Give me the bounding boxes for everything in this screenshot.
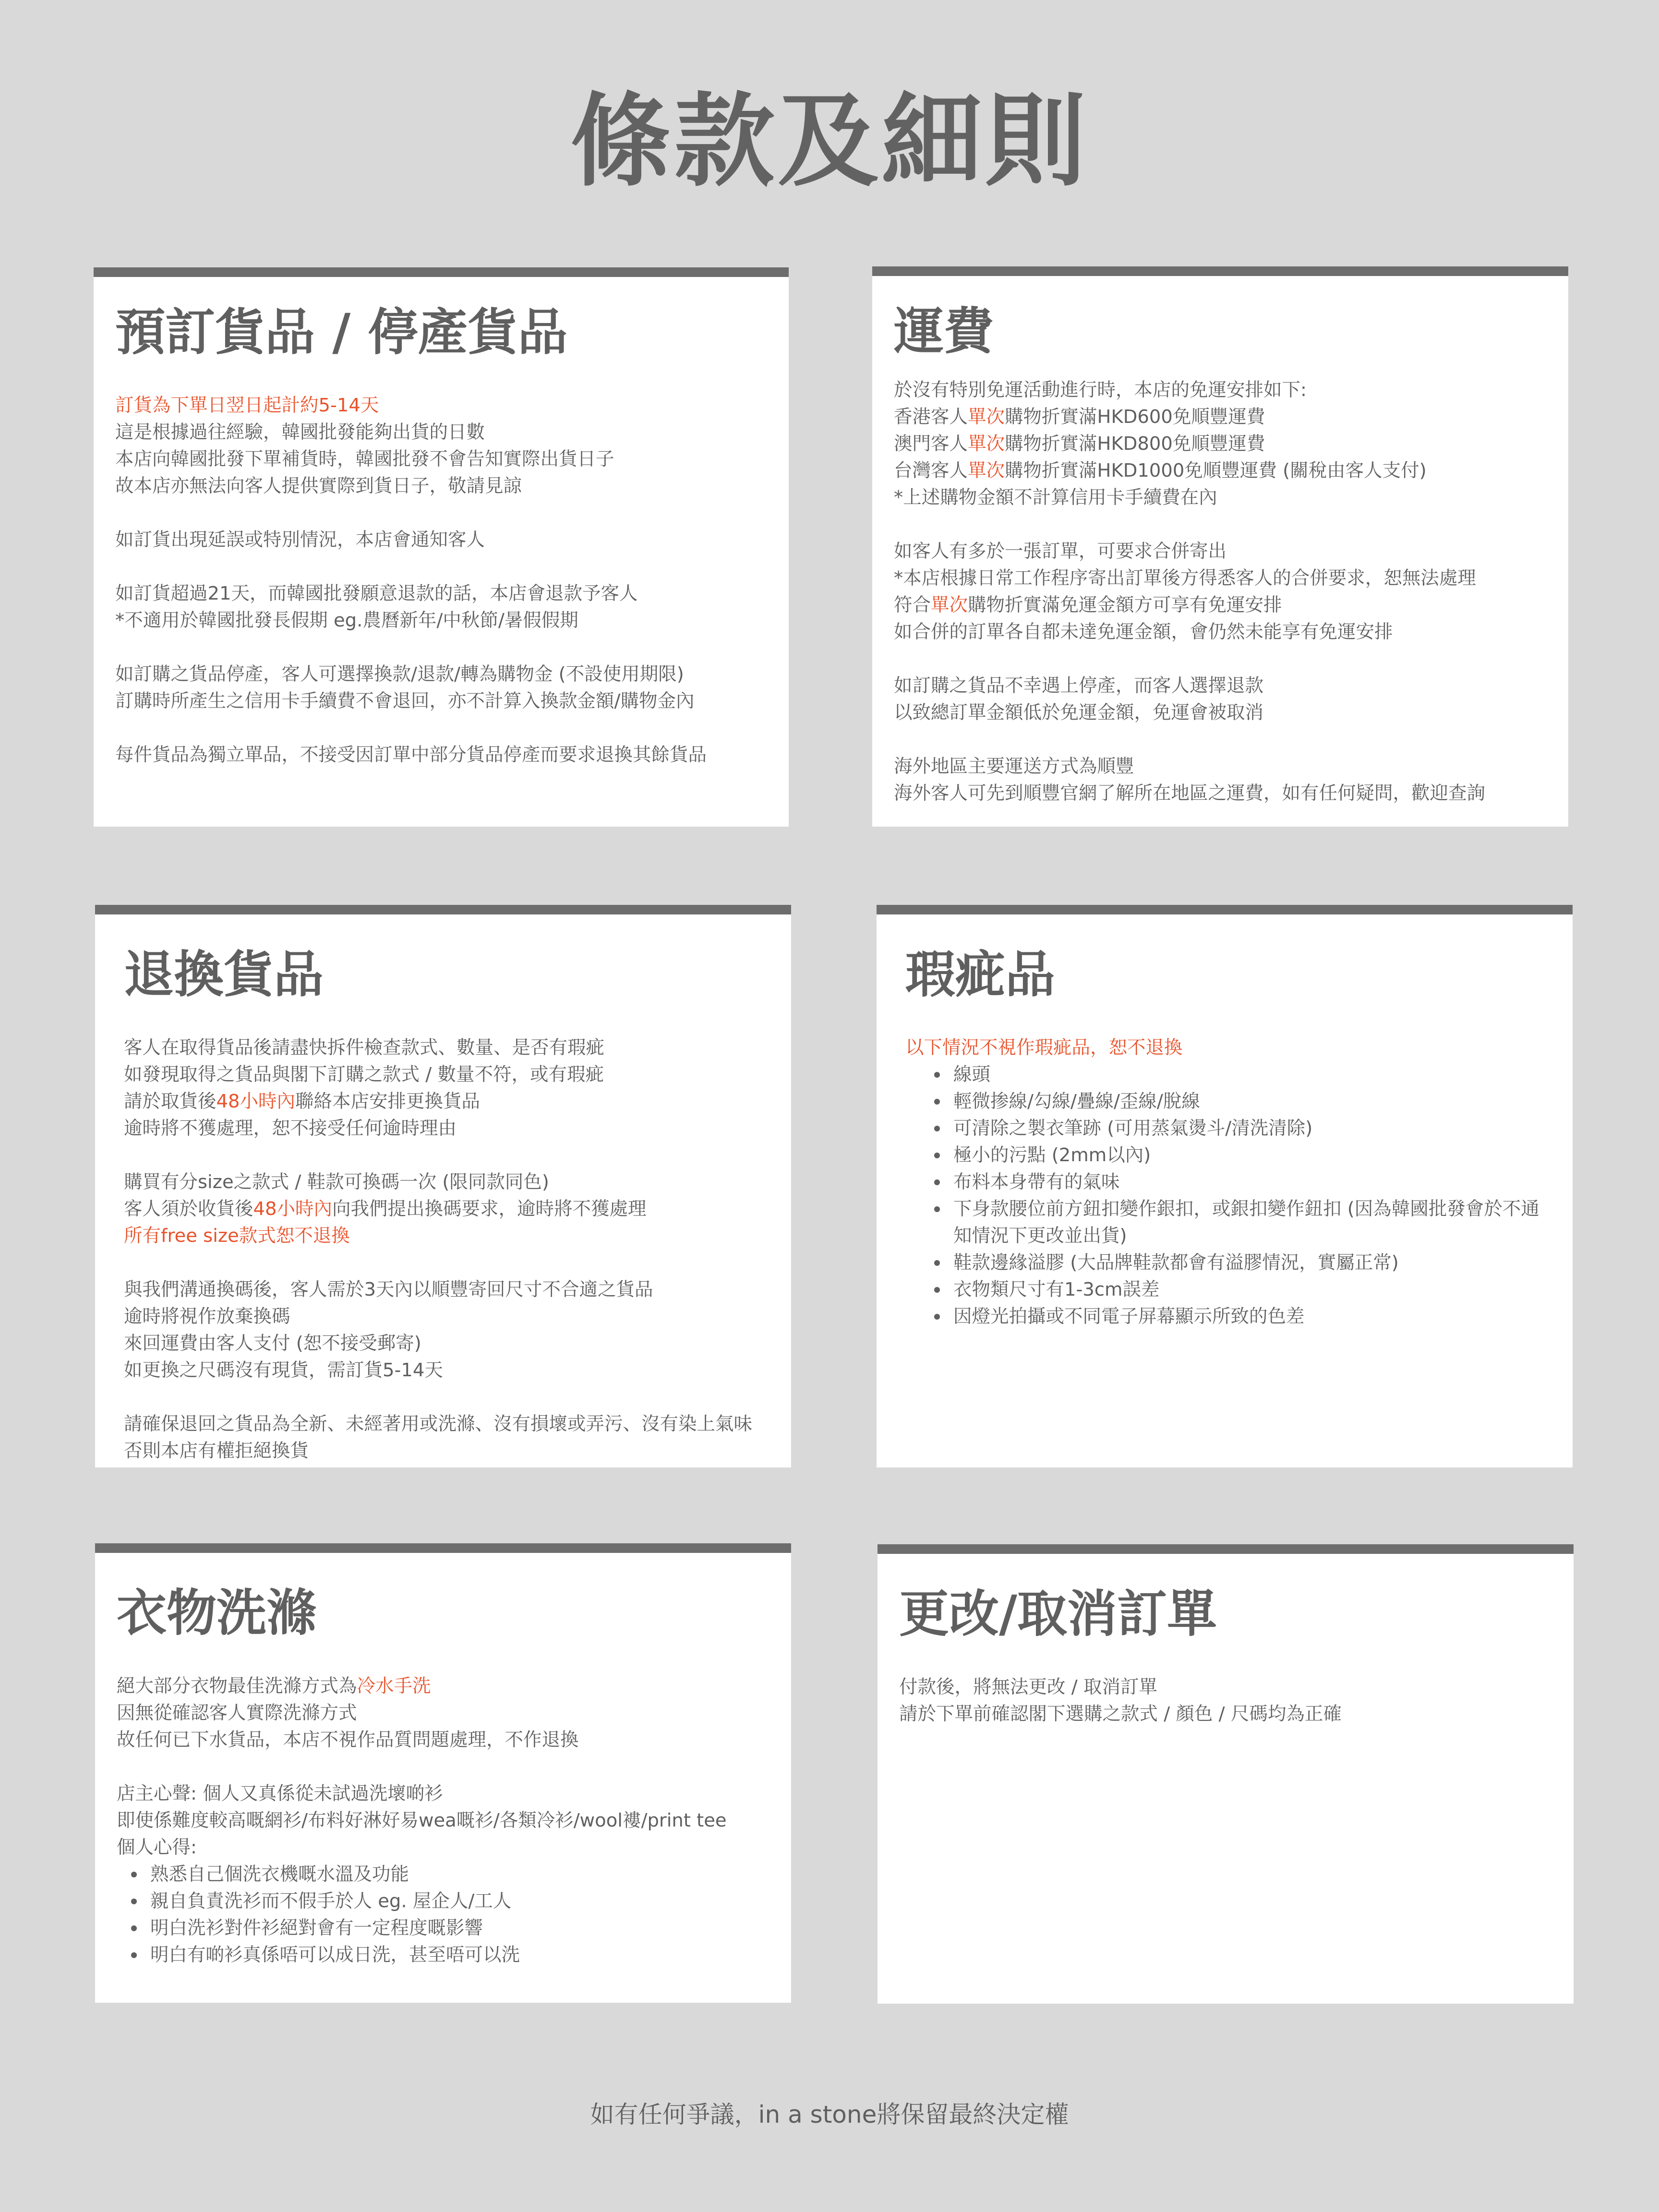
list-item-text: 布料本身帶有的氣味 — [953, 1171, 1120, 1193]
text-line: 訂購時所產生之信用卡手續費不會退回，亦不計算入換款金額/購物金內 — [115, 690, 695, 712]
card-title-shipping: 運費 — [894, 302, 994, 361]
text-line: 付款後，將無法更改 / 取消訂單 — [899, 1676, 1157, 1698]
text-line: 於沒有特別免運活動進行時，本店的免運安排如下: — [894, 379, 1307, 401]
list-item — [934, 1115, 1551, 1142]
card-title-laundry: 衣物洗滌 — [117, 1584, 317, 1642]
text-line: 與我們溝通換碼後，客人需於3天內以順豐寄回尺寸不合適之貨品 — [124, 1279, 653, 1300]
paragraph — [124, 1411, 769, 1465]
card-title-preorder: 預訂貨品 / 停產貨品 — [115, 303, 568, 361]
text-segment: 購物折實滿HKD1000免順豐運費 (關稅由客人支付) — [1005, 460, 1427, 481]
bullet-icon — [934, 1287, 940, 1293]
text-highlight: 單次 — [931, 594, 968, 616]
text-line: 否則本店有權拒絕換貨 — [124, 1440, 309, 1462]
bullet-icon — [934, 1314, 940, 1320]
text-line: 這是根據過往經驗，韓國批發能夠出貨的日數 — [115, 421, 485, 443]
bullet-icon — [934, 1072, 940, 1078]
list-item-text: 下身款腰位前方鈕扣變作銀扣，或銀扣變作鈕扣 (因為韓國批發會於不通 — [953, 1198, 1539, 1220]
paragraph — [115, 742, 767, 769]
list-item-text: 明白洗衫對件衫絕對會有一定程度嘅影響 — [150, 1917, 483, 1939]
text-line: 逾時將視作放棄換碼 — [124, 1306, 290, 1327]
card-defects — [877, 905, 1573, 1467]
paragraph — [117, 1780, 769, 1969]
list-item-text: 熟悉自己個洗衣機嘅水溫及功能 — [150, 1863, 409, 1885]
defects-intro: 以下情況不視作瑕疵品，恕不退換 — [905, 1037, 1183, 1058]
text-highlight: 冷水手洗 — [357, 1675, 431, 1697]
list-item-continuation — [934, 1223, 1551, 1250]
text-segment: 向我們提出換碼要求，逾時將不獲處理 — [332, 1198, 647, 1220]
text-line — [894, 404, 1547, 431]
bullet-icon — [131, 1925, 137, 1931]
text-line: 每件貨品為獨立單品，不接受因訂單中部分貨品停產而要求退換其餘貨品 — [115, 744, 707, 766]
paragraph — [124, 1169, 769, 1250]
card-shipping — [872, 266, 1568, 827]
text-line — [894, 431, 1547, 457]
text-highlight: 48小時內 — [253, 1198, 333, 1220]
list-item-text: 鞋款邊緣溢膠 (大品牌鞋款都會有溢膠情況，實屬正常) — [953, 1252, 1399, 1274]
list-item — [934, 1061, 1551, 1088]
text-line: 如訂貨出現延誤或特別情況，本店會通知客人 — [115, 529, 485, 551]
text-line: *不適用於韓國批發長假期 eg.農曆新年/中秋節/暑假假期 — [115, 610, 578, 631]
paragraph — [894, 377, 1547, 511]
list-item-text: 因燈光拍攝或不同電子屏幕顯示所致的色差 — [953, 1306, 1305, 1327]
laundry-tips-list — [117, 1861, 769, 1969]
text-line — [894, 457, 1547, 484]
card-title-defects: 瑕疵品 — [905, 945, 1056, 1004]
text-line: 如訂貨超過21天，而韓國批發願意退款的話，本店會退款予客人 — [115, 583, 638, 604]
list-item — [934, 1088, 1551, 1115]
text-line: 即使係難度較高嘅網衫/布料好淋好易wea嘅衫/各類冷衫/wool褸/print tee — [117, 1810, 727, 1831]
paragraph — [894, 538, 1547, 646]
text-line: 請確保退回之貨品為全新、未經著用或洗滌、沒有損壞或弄污、沒有染上氣味 — [124, 1413, 753, 1435]
text-segment: 客人須於收貨後 — [124, 1198, 253, 1220]
defects-list — [905, 1061, 1551, 1330]
text-segment: 香港客人 — [894, 406, 968, 428]
list-item-text: 知情況下更改並出貨) — [953, 1225, 1127, 1247]
text-line: 因無從確認客人實際洗滌方式 — [117, 1702, 357, 1724]
card-title-returns: 退換貨品 — [124, 945, 324, 1004]
bullet-icon — [934, 1099, 940, 1105]
text-line: 如訂購之貨品不幸遇上停產，而客人選擇退款 — [894, 675, 1264, 697]
text-line: 來回運費由客人支付 (恕不接受郵寄) — [124, 1333, 421, 1354]
text-segment: 購物折實滿HKD800免順豐運費 — [1005, 433, 1265, 455]
text-segment: 符合 — [894, 594, 931, 616]
text-line: 如訂購之貨品停產，客人可選擇換款/退款/轉為購物金 (不設使用期限) — [115, 663, 684, 685]
text-segment: 請於取貨後 — [124, 1091, 216, 1112]
text-line: 故本店亦無法向客人提供實際到貨日子，敬請見諒 — [115, 475, 522, 497]
text-line: 逾時將不獲處理，恕不接受任何逾時理由 — [124, 1118, 457, 1139]
bullet-icon — [934, 1153, 940, 1158]
text-line-highlight: 訂貨為下單日翌日起計約5-14天 — [115, 395, 379, 416]
text-highlight: 單次 — [968, 406, 1005, 428]
text-segment: 購物折實滿HKD600免順豐運費 — [1005, 406, 1265, 428]
list-item — [131, 1861, 769, 1888]
text-line: 故任何已下水貨品，本店不視作品質問題處理，不作退換 — [117, 1729, 579, 1751]
paragraph — [124, 1276, 769, 1384]
paragraph — [124, 1034, 769, 1142]
text-line: 海外客人可先到順豐官網了解所在地區之運費，如有任何疑問，歡迎查詢 — [894, 782, 1486, 804]
list-item-text: 輕微掺線/勾線/疊線/歪線/脫線 — [953, 1091, 1200, 1112]
paragraph — [899, 1674, 1552, 1728]
card-preorder — [94, 267, 789, 827]
list-item-text: 明白有啲衫真係唔可以成日洗，甚至唔可以洗 — [150, 1944, 520, 1966]
list-item — [934, 1276, 1551, 1303]
bullet-icon — [934, 1260, 940, 1266]
text-line — [124, 1196, 769, 1223]
bullet-icon — [131, 1952, 137, 1958]
card-returns — [95, 905, 791, 1467]
text-segment: 聯絡本店安排更換貨品 — [295, 1091, 481, 1112]
text-segment: 購物折實滿免運金額方可享有免運安排 — [968, 594, 1282, 616]
bullet-icon — [934, 1179, 940, 1185]
text-highlight: 48小時內 — [216, 1091, 296, 1112]
bullet-icon — [131, 1899, 137, 1904]
list-item — [934, 1196, 1551, 1223]
text-line: 請於下單前確認閣下選購之款式 / 顏色 / 尺碼均為正確 — [899, 1703, 1342, 1725]
text-line: 以致總訂單金額低於免運金額，免運會被取消 — [894, 702, 1264, 723]
text-line: 如發現取得之貨品與閣下訂購之款式 / 數量不符，或有瑕疵 — [124, 1064, 604, 1085]
text-highlight: 單次 — [968, 433, 1005, 455]
text-highlight: 單次 — [968, 460, 1005, 481]
text-line: 客人在取得貨品後請盡快拆件檢查款式、數量、是否有瑕疵 — [124, 1037, 605, 1058]
list-item-text: 極小的污點 (2mm以內) — [953, 1144, 1151, 1166]
card-laundry — [95, 1543, 791, 2003]
list-item-text: 線頭 — [953, 1064, 991, 1085]
paragraph — [115, 392, 767, 500]
list-item — [131, 1942, 769, 1969]
text-line: 如客人有多於一張訂單，可要求合併寄出 — [894, 541, 1227, 562]
list-item — [934, 1169, 1551, 1196]
list-item-text: 衣物類尺寸有1-3cm誤差 — [953, 1279, 1160, 1300]
text-line — [124, 1088, 769, 1115]
text-line — [894, 592, 1547, 619]
text-line-highlight: 所有free size款式恕不退換 — [124, 1225, 350, 1247]
card-title-modify: 更改/取消訂單 — [899, 1585, 1217, 1643]
paragraph — [115, 527, 767, 553]
text-line: *本店根據日常工作程序寄出訂單後方得悉客人的合併要求，恕無法處理 — [894, 567, 1476, 589]
page-title: 條款及細則 — [570, 83, 1089, 200]
list-item — [934, 1303, 1551, 1330]
text-line: 海外地區主要運送方式為順豐 — [894, 756, 1134, 777]
list-item-text: 可清除之製衣筆跡 (可用蒸氣燙斗/清洗清除) — [953, 1118, 1313, 1139]
paragraph — [894, 673, 1547, 726]
list-item — [131, 1915, 769, 1942]
text-line: 個人心得: — [117, 1837, 197, 1858]
text-line: *上述購物金額不計算信用卡手續費在內 — [894, 487, 1217, 508]
list-item — [934, 1142, 1551, 1169]
text-line: 如更換之尺碼沒有現貨，需訂貨5-14天 — [124, 1359, 443, 1381]
paragraph — [115, 661, 767, 715]
text-segment: 絕大部分衣物最佳洗滌方式為 — [117, 1675, 357, 1697]
text-segment: 澳門客人 — [894, 433, 968, 455]
list-item-text: 親自負責洗衫而不假手於人 eg. 屋企人/工人 — [150, 1890, 512, 1912]
bullet-icon — [934, 1126, 940, 1131]
paragraph — [894, 753, 1547, 807]
paragraph — [117, 1673, 769, 1754]
paragraph — [115, 580, 767, 634]
bullet-icon — [131, 1872, 137, 1877]
text-line — [117, 1673, 769, 1700]
list-item — [131, 1888, 769, 1915]
bullet-icon — [934, 1206, 940, 1212]
card-modify — [878, 1544, 1574, 2004]
text-line: 購買有分size之款式 / 鞋款可換碼一次 (限同款同色) — [124, 1171, 549, 1193]
footer-disclaimer: 如有任何爭議，in a stone將保留最終決定權 — [590, 2101, 1069, 2128]
text-line: 如合併的訂單各自都未達免運金額，會仍然未能享有免運安排 — [894, 621, 1393, 643]
list-item — [934, 1250, 1551, 1276]
text-segment: 台灣客人 — [894, 460, 968, 481]
text-line: 店主心聲: 個人又真係從未試過洗壞啲衫 — [117, 1783, 443, 1804]
text-line: 本店向韓國批發下單補貨時，韓國批發不會告知實際出貨日子 — [115, 448, 614, 470]
